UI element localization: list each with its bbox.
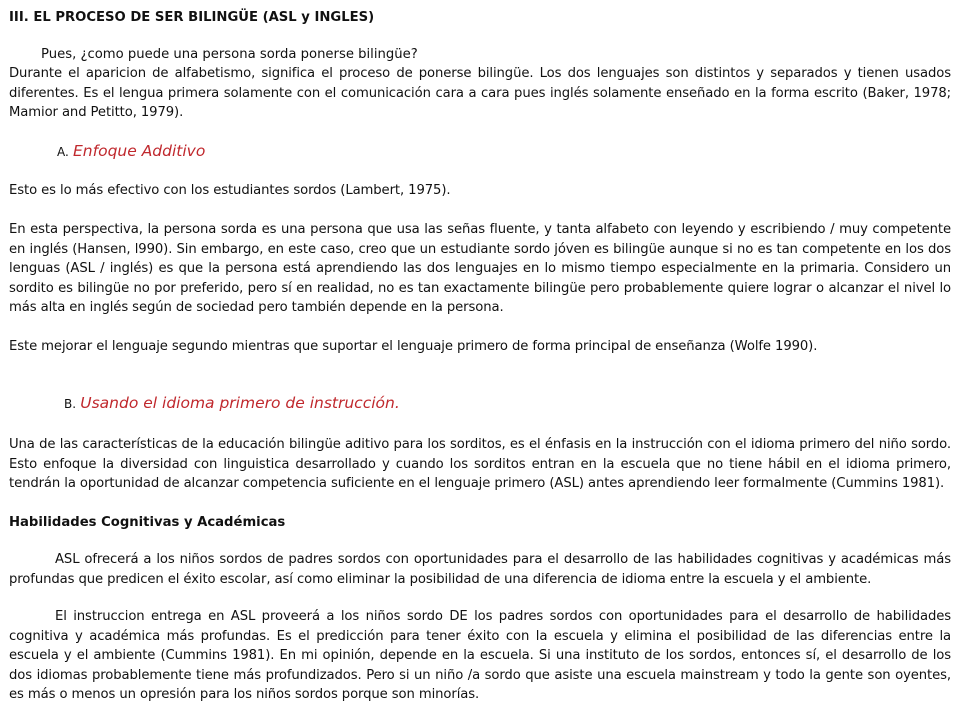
- intro-question: Pues, ¿como puede una persona sorda ponerse bilingüe?: [41, 47, 418, 62]
- a-paragraph-2: En esta perspectiva, la persona sorda es una persona que usa las señas fluente, y tanta alfabeto con leyendo y escribiendo / muy competente en inglés (Hansen, l990). Sin embargo, en este caso, creo que un estudiante sordo jóven es bilingüe aunque si no es tan competente en los dos lenguas (ASL / inglés) es que la persona está aprendiendo las dos lenguajes en lo mismo tiempo especialmente en la primaria. Considero un sordito es bilingüe no por preferido, pero sí en realidad, no es tan exactamente bilingüe pero probablemente quiere lograr o alcanzar el nivel lo más alta en inglés según de sociedad pero también depende en la persona.: [9, 222, 951, 316]
- subsection-a-title: Enfoque Additivo: [73, 142, 206, 160]
- a-paragraph-1: Esto es lo más efectivo con los estudiantes sordos (Lambert, 1975).: [9, 183, 451, 198]
- subsection-b-heading: [64, 394, 400, 414]
- intro-paragraph: Durante el aparicion de alfabetismo, significa el proceso de ponerse bilingüe. Los dos lenguajes son distintos y separados y tienen usados diferentes. Es el lengua primera solamente con el comunicación cara a cara pues inglés solamente enseñado en la forma escrito (Baker, 1978; Mamior and Petitto, 1979).: [9, 66, 951, 121]
- section-title: III. EL PROCESO DE SER BILINGÜE (ASL y INGLES): [9, 10, 375, 25]
- subsection-a-heading: [57, 142, 205, 162]
- subsection-b-letter: B.: [64, 397, 77, 411]
- habilidades-paragraph-2: El instruccion entrega en ASL proveerá a los niños sordo DE los padres sordos con oportunidades para el desarrollo de habilidades cognitiva y académica más profundas. Es el predicción para tener éxito con la escuela y elimina el posibilidad de las diferencias entre la escuela y el ambiente (Cummins 1981). En mi opinión, depende en la escuela. Si una instituto de los sordos, entonces sí, el desarrollo de los dos idiomas probablemente tiene más profundizados. Pero si un niño /a sordo que asiste una escuela mainstream y todo la gente son oyentes, es más o menos un opresión para los niños sordos porque son minorías.: [9, 609, 951, 703]
- habilidades-paragraph-1: ASL ofrecerá a los niños sordos de padres sordos con oportunidades para el desarrollo de las habilidades cognitivas y académicas más profundas que predicen el éxito escolar, así como eliminar la posibilidad de una diferencia de idioma entre la escuela y el ambiente.: [9, 552, 951, 587]
- b-paragraph-1: Una de las características de la educación bilingüe aditivo para los sorditos, es el énfasis en la instrucción con el idioma primero del niño sordo. Esto enfoque la diversidad con linguistica desarrollado y cuando los sorditos entran en la escuela que no tiene hábil en el idioma primero, tendrán la oportunidad de alcanzar competencia suficiente en el lenguaje primero (ASL) antes aprendiendo leer formalmente (Cummins 1981).: [9, 437, 951, 492]
- a-paragraph-3: Este mejorar el lenguaje segundo mientras que suportar el lenguaje primero de forma principal de enseñanza (Wolfe 1990).: [9, 339, 818, 354]
- subsection-a-letter: A.: [57, 145, 69, 159]
- habilidades-heading: Habilidades Cognitivas y Académicas: [9, 515, 286, 530]
- subsection-b-title: Usando el idioma primero de instrucción.: [80, 394, 400, 412]
